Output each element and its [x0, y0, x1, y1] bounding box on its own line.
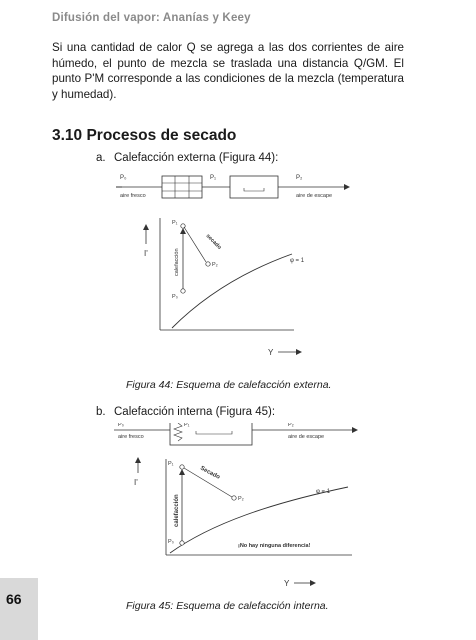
fig45-p0: P₀ — [168, 539, 174, 545]
figure-44-caption: Figura 44: Esquema de calefacción externa. — [126, 379, 332, 391]
fig44-calefaccion: calefacción — [174, 248, 180, 276]
fig45-p1-top: P₁ — [184, 423, 190, 428]
list-item-a — [96, 152, 278, 164]
fig45-phi: φ = 1 — [316, 489, 331, 495]
list-item-b — [96, 406, 275, 418]
list-text: Calefacción interna (Figura 45): — [114, 406, 276, 418]
list-marker: a. — [96, 152, 106, 164]
page-number-tab — [0, 578, 38, 640]
fig45-p1: P₁ — [168, 461, 174, 467]
fig44-axis-y: Y — [268, 348, 274, 357]
intro-paragraph: Si una cantidad de calor Q se agrega a las dos corrientes de aire húmedo, el punto de mezcla se traslada una distancia Q/GM. El punto P'M corresponde a las condiciones de la mezcla (temperatura y humedad). — [52, 41, 404, 101]
fig45-aire-escape: aire de escape — [288, 434, 325, 440]
fig44-aire-escape: aire de escape — [296, 193, 333, 199]
fig44-secado: secado — [204, 233, 223, 251]
fig44-phi: φ = 1 — [290, 258, 305, 264]
fig45-calefaccion: calefacción — [174, 494, 180, 527]
figure-45-caption: Figura 45: Esquema de calefacción interna. — [126, 600, 329, 612]
fig44-axis-i: I' — [144, 249, 148, 258]
section-title: 3.10 Procesos de secado — [52, 127, 237, 144]
fig45-axis-y: Y — [284, 579, 290, 588]
running-header: Difusión del vapor: Ananías y Keey — [52, 12, 251, 24]
fig45-p2-top: P₂ — [288, 423, 294, 428]
fig44-p2-top: P₂ — [296, 175, 303, 181]
figure-45 — [112, 423, 362, 593]
fig44-p1-top: P₁ — [210, 175, 217, 181]
list-marker: b. — [96, 406, 106, 418]
fig44-aire-fresco: aire fresco — [120, 193, 146, 199]
fig45-p2: P₂ — [238, 496, 244, 502]
list-text: Calefacción externa (Figura 44): — [114, 152, 279, 164]
fig44-p1: P₁ — [172, 220, 178, 226]
fig45-secado: Secado — [199, 465, 221, 481]
fig45-aire-fresco: aire fresco — [118, 434, 144, 440]
fig44-p0: P₀ — [172, 294, 178, 300]
fig45-note: ¡No hay ninguna diferencia! — [238, 543, 311, 549]
fig45-p0-top: P₀ — [118, 423, 124, 428]
fig45-axis-i: I' — [134, 478, 138, 487]
fig44-p0-top: P₀ — [120, 175, 127, 181]
figure-44 — [112, 170, 352, 360]
page-number: 66 — [6, 591, 22, 607]
fig44-p2: P₂ — [212, 262, 218, 268]
